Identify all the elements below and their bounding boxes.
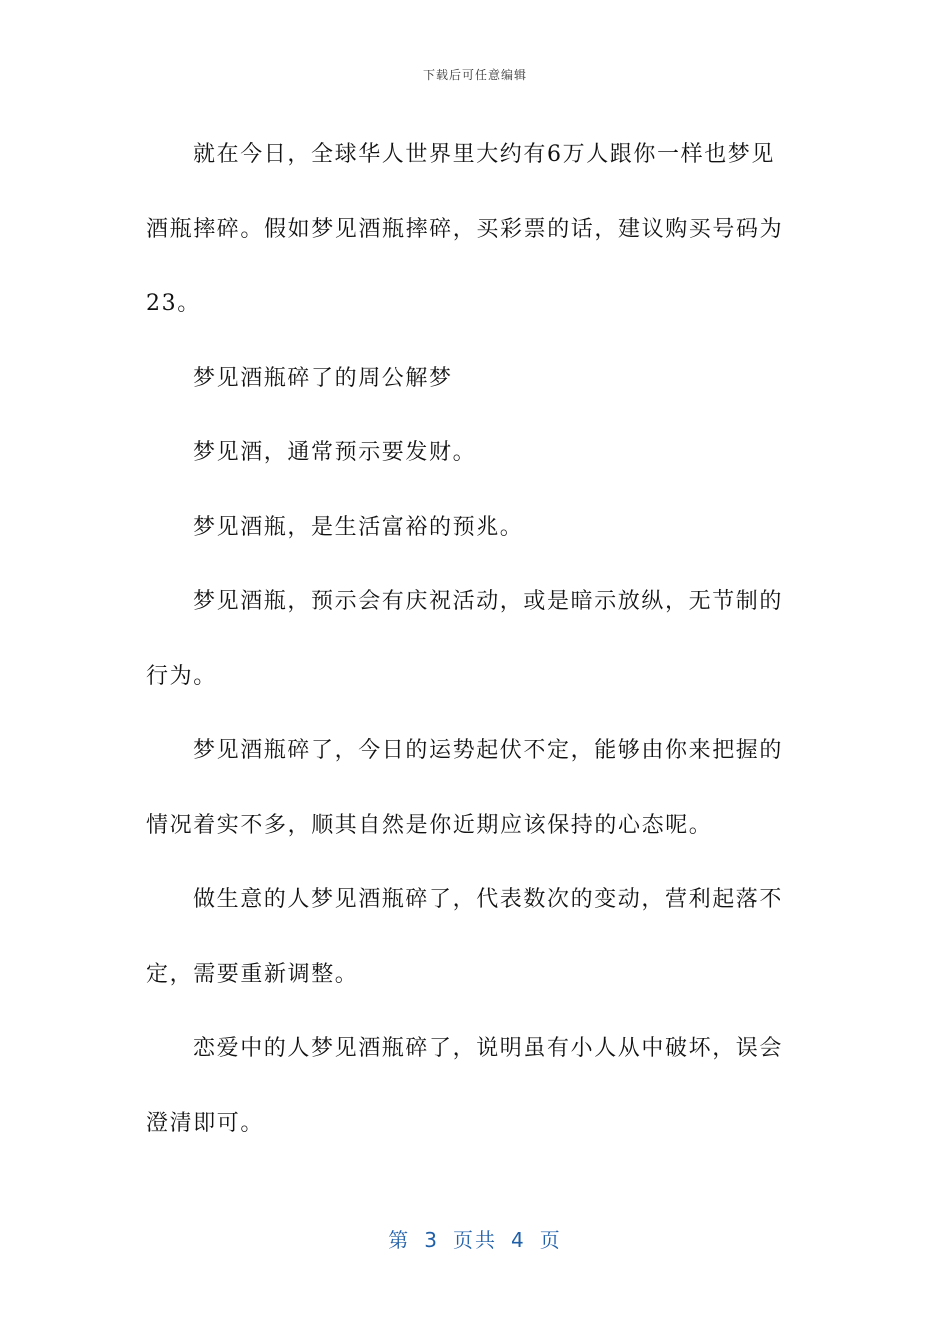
section-heading: 梦见酒瓶碎了的周公解梦 <box>193 365 453 391</box>
footer-prefix: 第 <box>388 1228 411 1252</box>
paragraph <box>146 118 796 342</box>
footer-middle: 页共 <box>453 1228 497 1252</box>
paragraph-line: 做生意的人梦见酒瓶碎了，代表数次的变动，营利起落不 <box>193 887 784 912</box>
paragraph <box>146 491 796 566</box>
paragraph-line: 澄清即可。 <box>146 1110 265 1136</box>
paragraph-line: 酒瓶摔碎。假如梦见酒瓶摔碎，买彩票的话，建议购买号码为 <box>146 216 784 242</box>
paragraph-line: 定，需要重新调整。 <box>146 961 359 987</box>
paragraph <box>146 714 796 863</box>
paragraph-line: 梦见酒瓶，是生活富裕的预兆。 <box>193 514 524 540</box>
paragraph-line: 就在今日，全球华人世界里大约有6万人跟你一样也梦见 <box>193 142 775 167</box>
paragraph <box>146 565 796 714</box>
paragraph <box>146 1012 796 1161</box>
document-body <box>146 118 796 1161</box>
footer-current-page: 3 <box>424 1228 439 1252</box>
paragraph <box>146 416 796 491</box>
paragraph-line: 梦见酒，通常预示要发财。 <box>193 440 477 465</box>
footer-suffix: 页 <box>539 1228 562 1252</box>
paragraph-line: 梦见酒瓶碎了，今日的运势起伏不定，能够由你来把握的 <box>193 738 784 763</box>
footer-total-pages: 4 <box>511 1228 526 1252</box>
paragraph-line: 行为。 <box>146 663 217 689</box>
page-footer <box>0 1224 950 1253</box>
paragraph <box>146 863 796 1012</box>
paragraph-line: 23。 <box>146 291 201 316</box>
paragraph-line: 梦见酒瓶，预示会有庆祝活动，或是暗示放纵，无节制的 <box>193 589 784 614</box>
paragraph-line: 情况着实不多，顺其自然是你近期应该保持的心态呢。 <box>146 812 713 838</box>
paragraph <box>146 342 796 417</box>
page-header: 下载后可任意编辑 <box>422 68 527 82</box>
paragraph-line: 恋爱中的人梦见酒瓶碎了，说明虽有小人从中破坏，误会 <box>193 1036 784 1061</box>
